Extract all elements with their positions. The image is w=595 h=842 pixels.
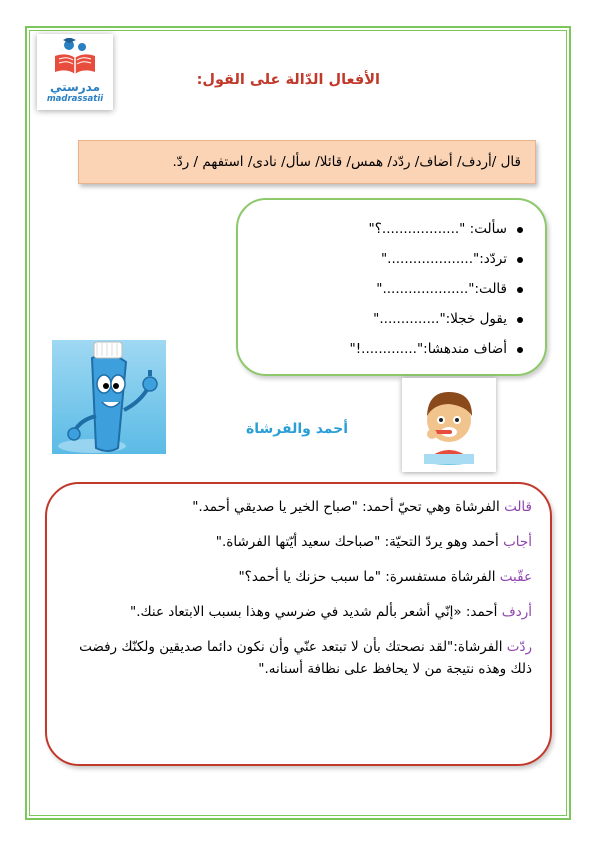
dialog-exercise-box bbox=[236, 198, 547, 376]
logo-book-icon bbox=[49, 38, 101, 78]
story-text: الفرشاة مستفسرة: "ما سبب حزنك يا أحمد؟" bbox=[238, 569, 500, 585]
verbs-list-box bbox=[78, 140, 536, 184]
story-box bbox=[45, 482, 552, 766]
story-text: الفرشاة:"لقد نصحتك بأن لا تبتعد عنّي وأن نكون دائما صديقين ولكنّك رفضت ذلك وهذه نتيجة من لا يحافظ على نظافة أسنانه." bbox=[79, 639, 532, 677]
story-verb: عقّبت bbox=[499, 569, 532, 585]
logo-latin-text: madrassatii bbox=[46, 94, 104, 104]
page-title: الأفعال الدّالة على القول: bbox=[196, 72, 380, 88]
site-logo bbox=[37, 34, 113, 110]
story-verb: أجاب bbox=[503, 534, 532, 550]
dialog-item: أضاف مندهشا:".............!" bbox=[238, 334, 525, 364]
story-line bbox=[61, 566, 532, 588]
story-verb: قالت bbox=[504, 499, 532, 515]
story-verb: أردف bbox=[501, 604, 532, 620]
logo-arabic-text: مدرستي bbox=[49, 80, 101, 94]
boy-brushing-icon bbox=[402, 378, 496, 472]
story-line bbox=[61, 601, 532, 623]
boy-brushing-image bbox=[402, 378, 496, 472]
story-text: أحمد وهو يردّ التحيّة: "صباحك سعيد أيّتها الفرشاة." bbox=[215, 534, 504, 550]
verbs-list-text: قال /أردف/ أضاف/ ردّد/ همس/ قائلا/ سأل/ نادى/ استفهم / ردّ. bbox=[172, 154, 521, 170]
dialog-list bbox=[238, 214, 525, 364]
dialog-item: تردّد:"...................." bbox=[238, 244, 525, 274]
story-line bbox=[61, 496, 532, 518]
dialog-item: يقول خجلا:".............." bbox=[238, 304, 525, 334]
story-line bbox=[61, 636, 532, 680]
story-title: أحمد والفرشاة bbox=[246, 421, 349, 437]
toothbrush-icon bbox=[52, 340, 166, 454]
story-text: أحمد: «إنّي أشعر بألم شديد في ضرسي وهذا بسبب الابتعاد عنك." bbox=[130, 604, 502, 620]
story-text: الفرشاة وهي تحيّ أحمد: "صباح الخير يا صديقي أحمد." bbox=[192, 499, 505, 515]
dialog-item: سألت: "..................؟" bbox=[238, 214, 525, 244]
dialog-item: قالت:"...................." bbox=[238, 274, 525, 304]
story-line bbox=[61, 531, 532, 553]
story-verb: ردّت bbox=[506, 639, 532, 655]
toothbrush-character-image bbox=[52, 340, 166, 454]
